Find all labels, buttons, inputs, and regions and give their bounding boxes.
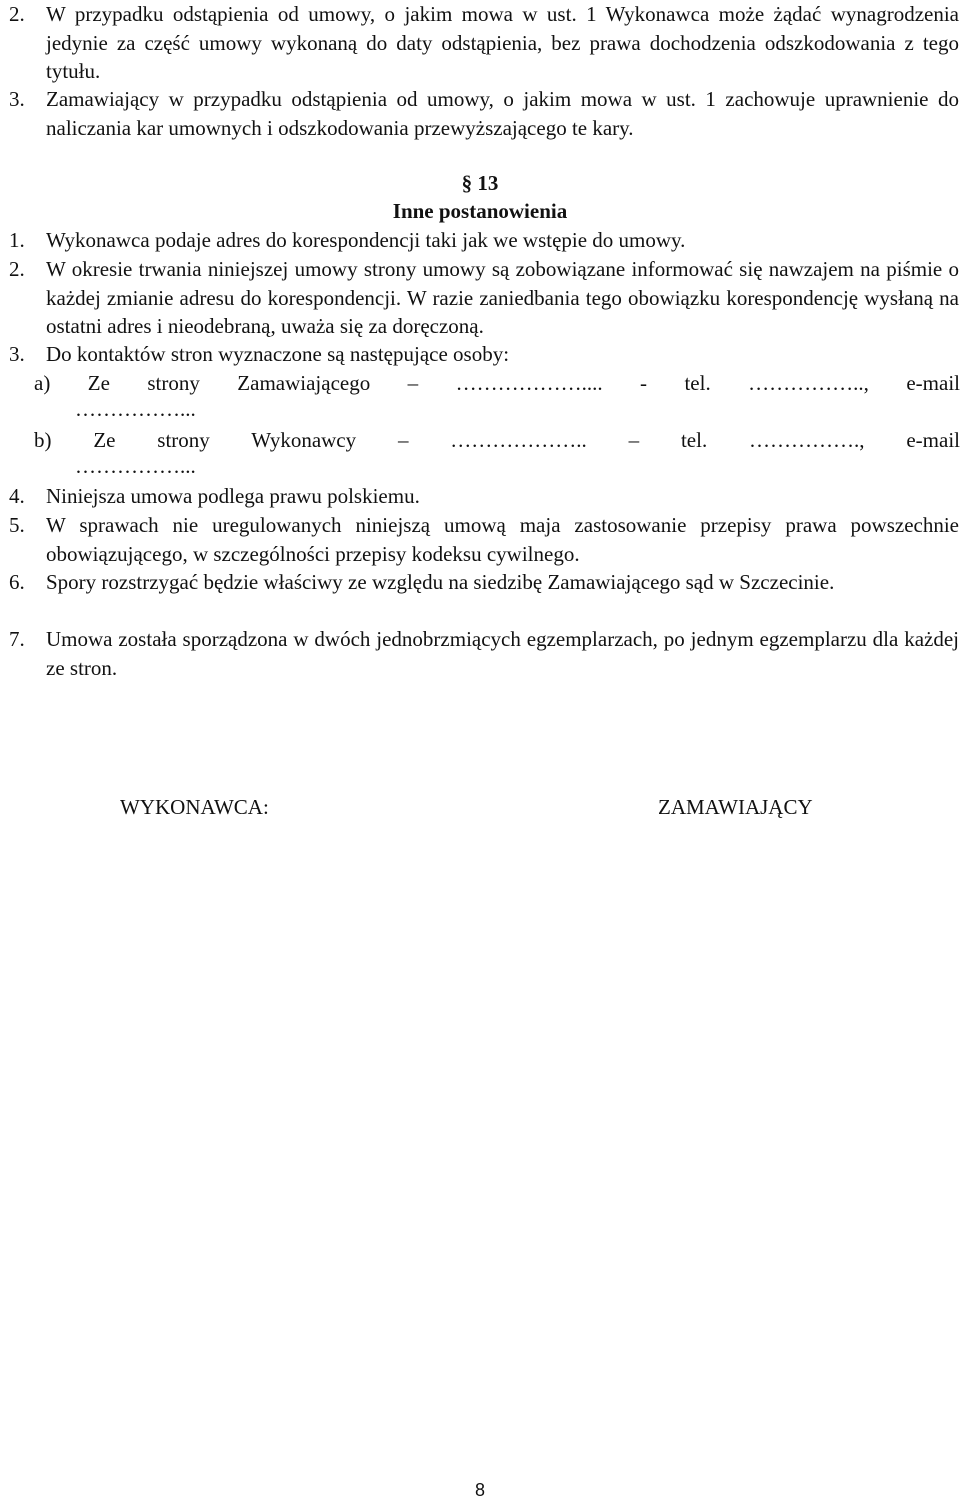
item-number: 1. bbox=[9, 228, 25, 252]
contact-dots-b: ……………... bbox=[75, 454, 196, 478]
item-text: W przypadku odstąpienia od umowy, o jakim mowa w ust. 1 Wykonawca może żądać wynagrodzenia jedynie za część umowy wykonaną do daty odstąpienia, bez prawa dochodzenia odszkodowania z tego tytułu. bbox=[46, 2, 959, 83]
section-title: Inne postanowienia bbox=[392, 199, 568, 223]
item-text: W sprawach nie uregulowanych niniejszą umową maja zastosowanie przepisy prawa powszechnie obowiązującego, w szczególności przepisy kodeksu cywilnego. bbox=[46, 513, 959, 566]
item-text: Spory rozstrzygać będzie właściwy ze względu na siedzibę Zamawiającego sąd w Szczecinie. bbox=[46, 570, 835, 594]
item-number: 3. bbox=[9, 342, 25, 366]
item-text: Umowa została sporządzona w dwóch jednobrzmiących egzemplarzach, po jednym egzemplarzu dla każdej ze stron. bbox=[46, 627, 959, 680]
item-number: 7. bbox=[9, 627, 25, 651]
item-text: Do kontaktów stron wyznaczone są następujące osoby: bbox=[46, 342, 510, 366]
section-symbol: § 13 bbox=[461, 171, 499, 195]
signature-zamawiajacy: ZAMAWIAJĄCY bbox=[658, 795, 813, 819]
item-number: 4. bbox=[9, 484, 25, 508]
item-text: Niniejsza umowa podlega prawu polskiemu. bbox=[46, 484, 420, 508]
contact-line-b: b) Ze strony Wykonawcy – ……………….. – tel. ……………., e-mail bbox=[34, 428, 960, 452]
contact-dots-a: ……………... bbox=[75, 397, 196, 421]
item-number: 2. bbox=[9, 257, 25, 281]
item-number: 5. bbox=[9, 513, 25, 537]
signature-wykonawca: WYKONAWCA: bbox=[120, 795, 269, 819]
item-number: 3. bbox=[9, 87, 25, 111]
contact-line-a: a) Ze strony Zamawiającego – ……………….... - tel. …………….., e-mail bbox=[34, 371, 960, 395]
item-number: 2. bbox=[9, 2, 25, 26]
page-number: 8 bbox=[474, 1480, 485, 1500]
item-text: Zamawiający w przypadku odstąpienia od umowy, o jakim mowa w ust. 1 zachowuje uprawnienie do naliczania kar umownych i odszkodowania przewyższającego te kary. bbox=[46, 87, 959, 140]
item-text: Wykonawca podaje adres do korespondencji taki jak we wstępie do umowy. bbox=[46, 228, 686, 252]
item-text: W okresie trwania niniejszej umowy strony umowy są zobowiązane informować się nawzajem na piśmie o każdej zmianie adresu do korespondencji. W razie zaniedbania tego obowiązku korespondencję wysłaną na ostatni adres i nieodebraną, uważa się za doręczoną. bbox=[46, 257, 959, 338]
item-number: 6. bbox=[9, 570, 25, 594]
